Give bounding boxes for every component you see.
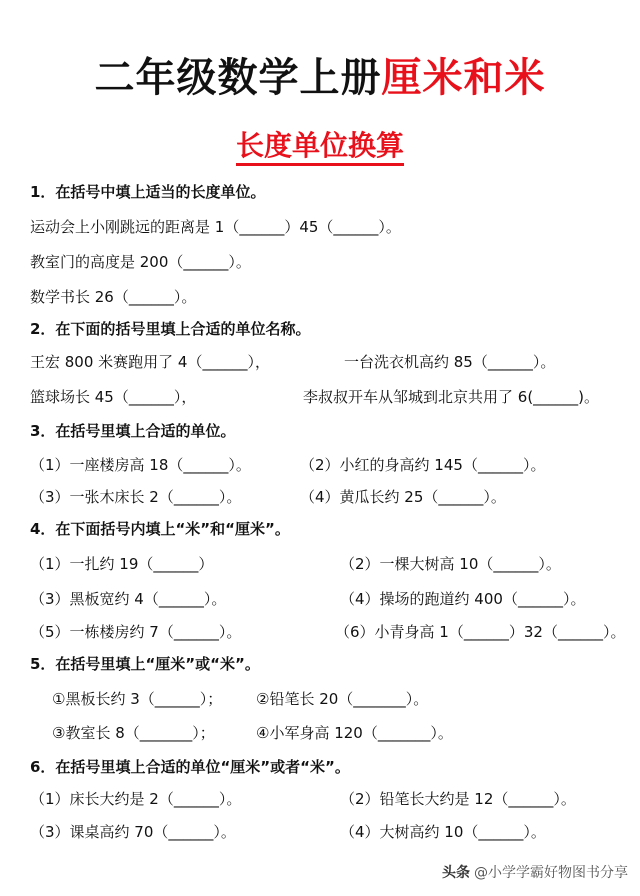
subtitle-text: 长度单位换算: [236, 129, 404, 166]
question-item: （3）一张木床长 2（______）。: [30, 488, 242, 506]
question-item: ③教室长 8（_______）；: [52, 724, 215, 742]
question-item: ④小军身高 120（_______）。: [256, 724, 453, 742]
page-title: [0, 50, 640, 106]
title-red: 厘米和米: [381, 55, 546, 101]
page-subtitle: [0, 126, 640, 166]
question-item: （6）小青身高 1（______）32（______）。: [335, 623, 626, 641]
title-black: 二年级数学上册: [94, 55, 382, 101]
question-item: （3）黑板宽约 4（______）。: [30, 590, 227, 608]
question-item: 篮球场长 45（______），: [30, 388, 197, 406]
section-5-heading: 5．在括号里填上“厘米”或“米”。: [30, 655, 260, 673]
question-line: 数学书长 26（______）。: [30, 288, 197, 306]
question-item: 李叔叔开车从邹城到北京共用了 6(______)。: [303, 388, 600, 406]
question-item: （1）一扎约 19（______）: [30, 555, 214, 573]
question-item: （3）课桌高约 70（______）。: [30, 823, 236, 841]
question-item: （5）一栋楼房约 7（______）。: [30, 623, 242, 641]
question-line: 运动会上小刚跳远的距离是 1（______）45（______）。: [30, 218, 401, 236]
question-item: （4）黄瓜长约 25（______）。: [300, 488, 506, 506]
watermark-account: @小学学霸好物图书分享: [474, 865, 628, 881]
section-2-heading: 2．在下面的括号里填上合适的单位名称。: [30, 320, 311, 338]
section-3-heading: 3．在括号里填上合适的单位。: [30, 422, 236, 440]
question-item: ②铅笔长 20（_______）。: [256, 690, 429, 708]
question-line: 教室门的高度是 200（______）。: [30, 253, 251, 271]
watermark: [442, 862, 628, 882]
question-item: （4）操场的跑道约 400（______）。: [340, 590, 586, 608]
question-item: （2）小红的身高约 145（______）。: [300, 456, 546, 474]
question-item: ①黑板长约 3（______）；: [52, 690, 223, 708]
watermark-logo: 头条: [442, 865, 470, 881]
question-item: 一台洗衣机高约 85（______）。: [344, 353, 556, 371]
question-item: 王宏 800 米赛跑用了 4（______），: [30, 353, 270, 371]
question-item: （4）大树高约 10（______）。: [340, 823, 546, 841]
question-item: （1）一座楼房高 18（______）。: [30, 456, 251, 474]
question-item: （2）铅笔长大约是 12（______）。: [340, 790, 576, 808]
question-item: （2）一棵大树高 10（______）。: [340, 555, 561, 573]
question-item: （1）床长大约是 2（______）。: [30, 790, 242, 808]
section-4-heading: 4．在下面括号内填上“米”和“厘米”。: [30, 520, 290, 538]
section-1-heading: 1．在括号中填上适当的长度单位。: [30, 183, 266, 201]
section-6-heading: 6．在括号里填上合适的单位“厘米”或者“米”。: [30, 758, 350, 776]
